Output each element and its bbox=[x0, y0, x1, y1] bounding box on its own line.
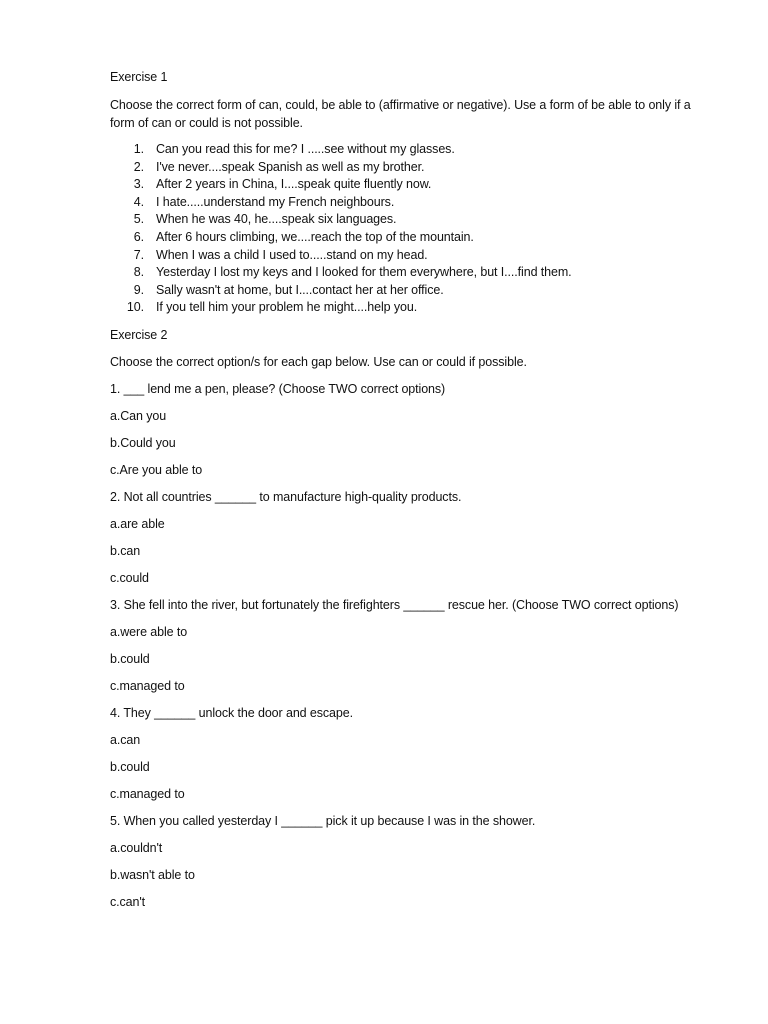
list-item bbox=[110, 282, 710, 300]
list-item bbox=[110, 299, 710, 317]
answer-option: c.Are you able to bbox=[110, 462, 203, 477]
question-text: 3. She fell into the river, but fortunately the firefighters ______ rescue her. (Choose TWO correct options) bbox=[110, 597, 679, 612]
answer-option: b.Could you bbox=[110, 435, 176, 450]
question-block bbox=[110, 596, 710, 695]
question-text: 2. Not all countries ______ to manufacture high-quality products. bbox=[110, 489, 462, 504]
question-block bbox=[110, 812, 710, 911]
item-number: 4. bbox=[133, 194, 144, 209]
exercise-2-title: Exercise 2 bbox=[110, 327, 168, 342]
exercise-1-title: Exercise 1 bbox=[110, 70, 168, 84]
list-item bbox=[110, 141, 710, 159]
item-number: 1. bbox=[133, 142, 144, 156]
answer-option: c.managed to bbox=[110, 678, 185, 693]
answer-option: b.wasn't able to bbox=[110, 867, 195, 882]
item-number: 2. bbox=[133, 159, 144, 174]
list-item bbox=[110, 229, 710, 247]
answer-option: c.managed to bbox=[110, 786, 185, 801]
answer-option: a.couldn't bbox=[110, 840, 163, 855]
question-block bbox=[110, 488, 710, 587]
answer-option: a.can bbox=[110, 732, 141, 747]
list-item bbox=[110, 176, 710, 194]
exercise-2 bbox=[110, 326, 710, 911]
item-text: If you tell him your problem he might....help you. bbox=[156, 300, 418, 315]
list-item bbox=[110, 264, 710, 282]
exercise-1 bbox=[110, 68, 710, 317]
exercise-1-instructions: Choose the correct form of can, could, be able to (affirmative or negative). Use a form of be able to only if a form of can or could is not possible. bbox=[110, 98, 691, 130]
question-text: 4. They ______ unlock the door and escape. bbox=[110, 705, 353, 720]
item-text: After 2 years in China, I....speak quite fluently now. bbox=[156, 177, 432, 192]
item-number: 10. bbox=[126, 300, 144, 315]
answer-option: b.can bbox=[110, 543, 141, 558]
list-item bbox=[110, 194, 710, 212]
question-block bbox=[110, 704, 710, 803]
answer-option: c.can't bbox=[110, 894, 146, 909]
item-text: After 6 hours climbing, we....reach the top of the mountain. bbox=[156, 229, 474, 244]
question-block bbox=[110, 380, 710, 479]
question-text: 5. When you called yesterday I ______ pick it up because I was in the shower. bbox=[110, 813, 536, 828]
question-text: 1. ___ lend me a pen, please? (Choose TWO correct options) bbox=[110, 381, 446, 396]
item-number: 9. bbox=[133, 282, 144, 297]
item-number: 5. bbox=[133, 212, 144, 227]
item-text: Sally wasn't at home, but I....contact her at her office. bbox=[156, 282, 444, 297]
item-text: I hate.....understand my French neighbours. bbox=[156, 194, 395, 209]
list-item bbox=[110, 159, 710, 177]
answer-option: b.could bbox=[110, 651, 150, 666]
item-number: 3. bbox=[133, 177, 144, 192]
item-text: When he was 40, he....speak six languages. bbox=[156, 212, 397, 227]
item-text: I've never....speak Spanish as well as my brother. bbox=[156, 159, 425, 174]
answer-option: a.Can you bbox=[110, 408, 167, 423]
exercise-1-list bbox=[110, 141, 710, 317]
answer-option: b.could bbox=[110, 759, 150, 774]
item-text: Yesterday I lost my keys and I looked for them everywhere, but I....find them. bbox=[156, 265, 572, 280]
item-number: 8. bbox=[133, 265, 144, 280]
answer-option: a.are able bbox=[110, 516, 165, 531]
document-page bbox=[110, 68, 710, 920]
item-number: 7. bbox=[133, 247, 144, 262]
item-number: 6. bbox=[133, 229, 144, 244]
list-item bbox=[110, 247, 710, 265]
item-text: Can you read this for me? I .....see without my glasses. bbox=[156, 142, 455, 156]
list-item bbox=[110, 211, 710, 229]
exercise-2-instructions: Choose the correct option/s for each gap below. Use can or could if possible. bbox=[110, 354, 527, 369]
answer-option: a.were able to bbox=[110, 624, 188, 639]
answer-option: c.could bbox=[110, 570, 149, 585]
item-text: When I was a child I used to.....stand on my head. bbox=[156, 247, 428, 262]
